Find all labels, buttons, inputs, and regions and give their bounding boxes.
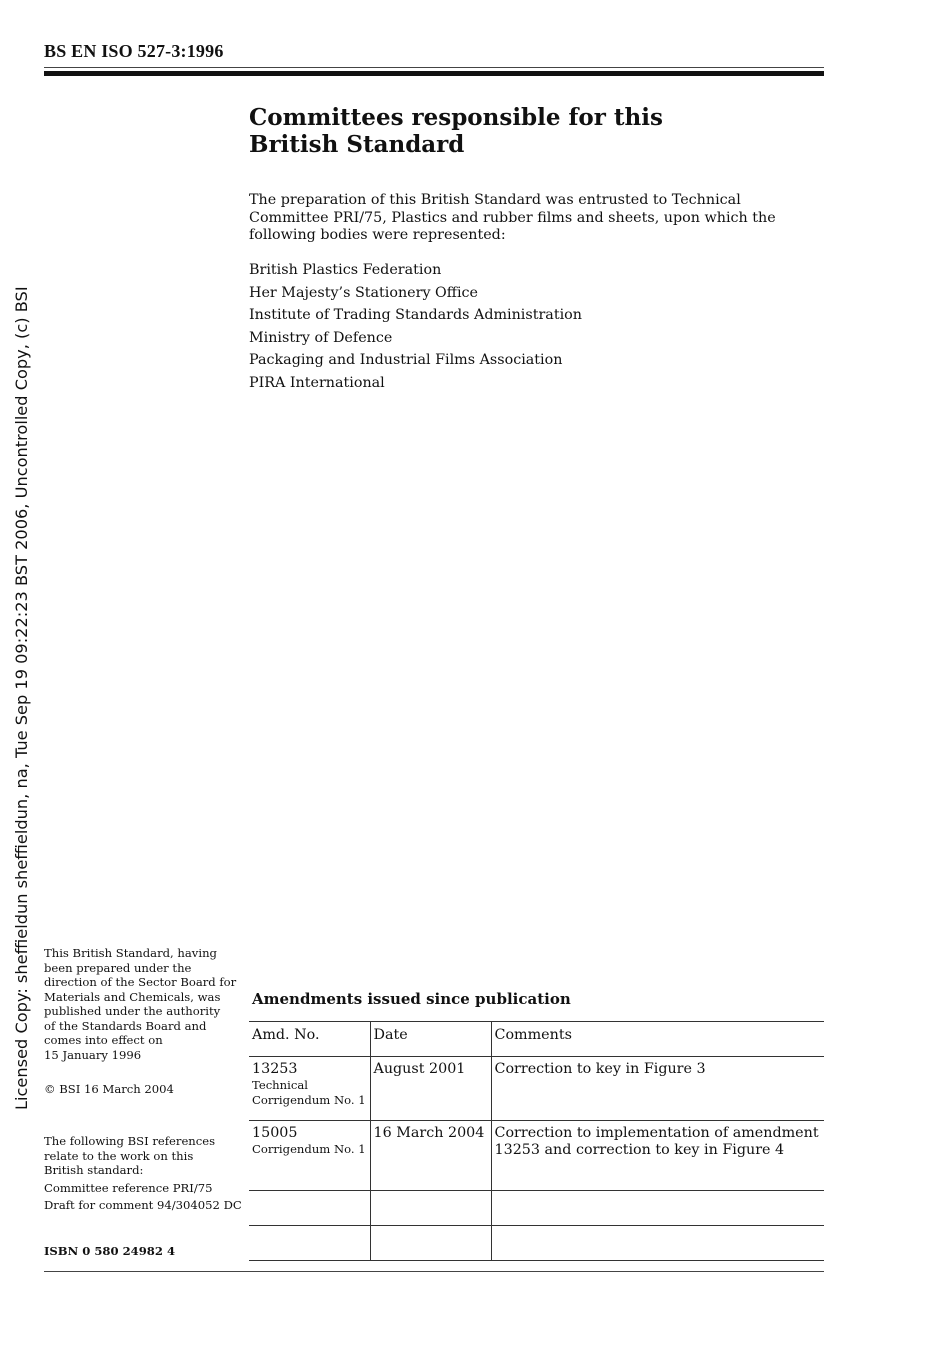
note-line: direction of the Sector Board for — [44, 975, 237, 989]
title-line-1: Committees responsible for this — [249, 104, 663, 131]
amd-number: 13253 — [252, 1061, 298, 1077]
committee-reference: Committee reference PRI/75 — [44, 1180, 213, 1195]
table-header-row — [249, 1022, 824, 1057]
date-cell: August 2001 — [370, 1057, 491, 1121]
references-note — [44, 1134, 242, 1213]
header-rule-thin — [44, 67, 824, 68]
comments-cell: Correction to implementation of amendment 13253 and correction to key in Figure 4 — [491, 1121, 824, 1191]
date-cell: 16 March 2004 — [370, 1121, 491, 1191]
note-line: been prepared under the — [44, 960, 192, 975]
note-line: of the Standards Board and — [44, 1018, 207, 1033]
table-row-empty — [249, 1191, 824, 1226]
amd-subtitle: Corrigendum No. 1 — [252, 1142, 366, 1156]
intro-paragraph: The preparation of this British Standard was entrusted to Technical Committee PRI/75, Plastics and rubber films and sheets, upon which the following bodies were represented: — [249, 192, 776, 243]
table-row — [249, 1057, 824, 1121]
comments-cell: Correction to key in Figure 3 — [491, 1057, 824, 1121]
header-rule-thick — [44, 71, 824, 76]
amd-number: 15005 — [252, 1125, 298, 1141]
note-line: The following BSI references — [44, 1134, 216, 1148]
body-item: Institute of Trading Standards Administration — [249, 307, 582, 323]
publication-note — [44, 946, 236, 1062]
page-title — [249, 104, 663, 158]
note-line: Materials and Chemicals, was — [44, 989, 221, 1004]
column-header: Date — [370, 1022, 491, 1057]
table-row — [249, 1121, 824, 1191]
body-item: British Plastics Federation — [249, 262, 442, 278]
note-line: published under the authority — [44, 1004, 221, 1018]
amd-no-cell — [249, 1121, 370, 1191]
body-item: Her Majesty’s Stationery Office — [249, 284, 478, 301]
body-item: Packaging and Industrial Films Association — [249, 352, 563, 368]
body-item: Ministry of Defence — [249, 329, 393, 346]
amendments-heading: Amendments issued since publication — [252, 990, 571, 1008]
amendments-table — [249, 1021, 824, 1261]
body-item: PIRA International — [249, 374, 385, 391]
note-line: comes into effect on — [44, 1033, 163, 1047]
copyright-note: © BSI 16 March 2004 — [44, 1082, 174, 1096]
note-line: British standard: — [44, 1163, 144, 1177]
table-row-empty — [249, 1226, 824, 1261]
amd-subtitle: Technical Corrigendum No. 1 — [252, 1078, 366, 1107]
note-line: relate to the work on this — [44, 1148, 194, 1163]
note-line: 15 January 1996 — [44, 1047, 142, 1062]
note-line: This British Standard, having — [44, 946, 217, 960]
column-header: Amd. No. — [249, 1022, 370, 1057]
represented-bodies-list — [249, 259, 582, 394]
draft-reference: Draft for comment 94/304052 DC — [44, 1198, 242, 1212]
isbn: ISBN 0 580 24982 4 — [44, 1244, 176, 1258]
title-line-2: British Standard — [249, 131, 465, 158]
document-id: BS EN ISO 527-3:1996 — [44, 41, 224, 61]
license-watermark: Licensed Copy: sheffieldun sheffieldun, na, Tue Sep 19 09:22:23 BST 2006, Uncontrolled Copy, (c) BSI — [12, 286, 31, 1110]
amd-no-cell — [249, 1057, 370, 1121]
footer-rule — [44, 1271, 824, 1272]
column-header: Comments — [491, 1022, 824, 1057]
